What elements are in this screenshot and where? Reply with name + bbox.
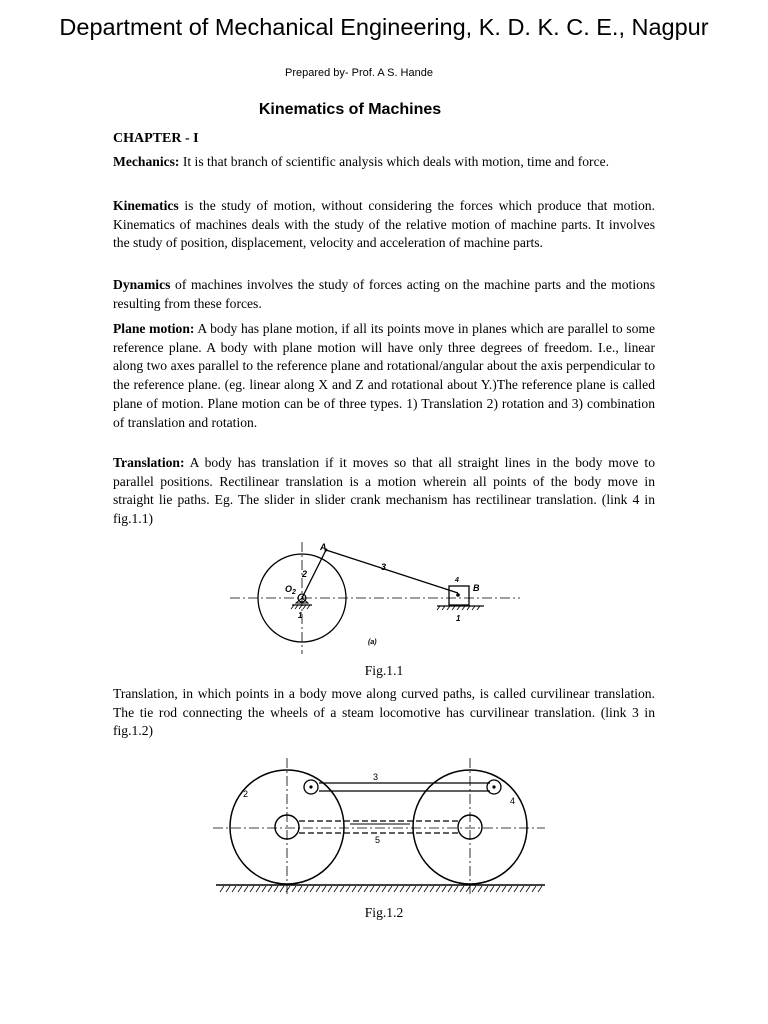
figure-slider-crank [226,536,526,654]
chapter-heading: CHAPTER - I [113,131,199,146]
paragraph-translation [113,454,655,529]
figure-locomotive-wheels [210,752,560,900]
right-pin-dot [492,785,495,788]
definition-curvilinear: Translation, in which points in a body move along curved paths, is called curvilinear translation. The tie rod connecting the wheels of a steam locomotive has curvilinear translation. (link 3 in fig.1.2) [113,686,655,739]
label-subfigure-a: (a) [368,639,377,646]
definition-translation: A body has translation if it moves so that all straight lines in the body move to parallel positions. Rectilinear translation is a motion wherein all points of the body move in straight lie paths. Eg. The slider in slider crank mechanism has rectilinear translation. (link 4 in fig.1.1) [113,455,655,527]
definition-dynamics: of machines involves the study of forces acting on the machine parts and the motions resulting from these forces. [113,277,655,311]
label-wheel-2: 2 [243,789,249,799]
connecting-rod-link-3 [326,550,458,593]
figure-1-1-caption: Fig.1.1 [364,663,404,678]
paragraph-kinematics [113,197,655,253]
pin-b [456,593,460,597]
label-b: B [473,583,480,593]
term-kinematics: Kinematics [113,198,179,213]
label-wheel-4: 4 [510,796,516,806]
figure-1-2-caption: Fig.1.2 [364,905,404,920]
label-link-3: 3 [381,562,387,572]
label-tie-rod-3: 3 [373,772,379,782]
document-title: Kinematics of Machines [258,101,442,118]
label-link-1-right: 1 [456,614,461,623]
paragraph-dynamics [113,276,655,313]
paragraph-mechanics [113,153,655,172]
definition-plane-motion: A body has plane motion, if all its points move in planes which are parallel to some reference plane. A body with plane motion will have only three degrees of freedom. I.e., linear along two axes parallel to the reference plane and rotational/angular about the axis perpendicular to the reference plane. (eg. linear along X and Z and rotational about Y.)The reference plane is called plane of motion. Plane motion can be of three types. 1) Translation 2) rotation and 3) combination of translation and rotation. [113,321,655,430]
department-header: Department of Mechanical Engineering, K. D. K. C. E., Nagpur [59,14,709,40]
term-translation: Translation: [113,455,185,470]
label-o2: $O_2$ [285,584,296,596]
term-dynamics: Dynamics [113,277,171,292]
paragraph-plane-motion [113,320,655,432]
label-link-1-left: 1 [298,611,303,620]
term-mechanics: Mechanics: [113,154,180,169]
definition-kinematics: is the study of motion, without considering the forces which produce that motion. Kinematics of machines deals with the study of the relative motion of machine parts. It involves the study of position, displacement, velocity and acceleration of machine parts. [113,198,655,251]
label-a: A [320,542,327,552]
label-link-4: 4 [455,577,459,584]
paragraph-curvilinear [113,685,655,741]
ground-hatch [220,886,542,892]
definition-mechanics: It is that branch of scientific analysis which deals with motion, time and force. [179,154,610,169]
label-link-2: 2 [302,569,308,579]
term-plane-motion: Plane motion: [113,321,195,336]
prepared-by: Prepared by- Prof. A S. Hande [285,67,433,79]
label-link-5: 5 [375,835,381,845]
left-pin-dot [309,785,312,788]
